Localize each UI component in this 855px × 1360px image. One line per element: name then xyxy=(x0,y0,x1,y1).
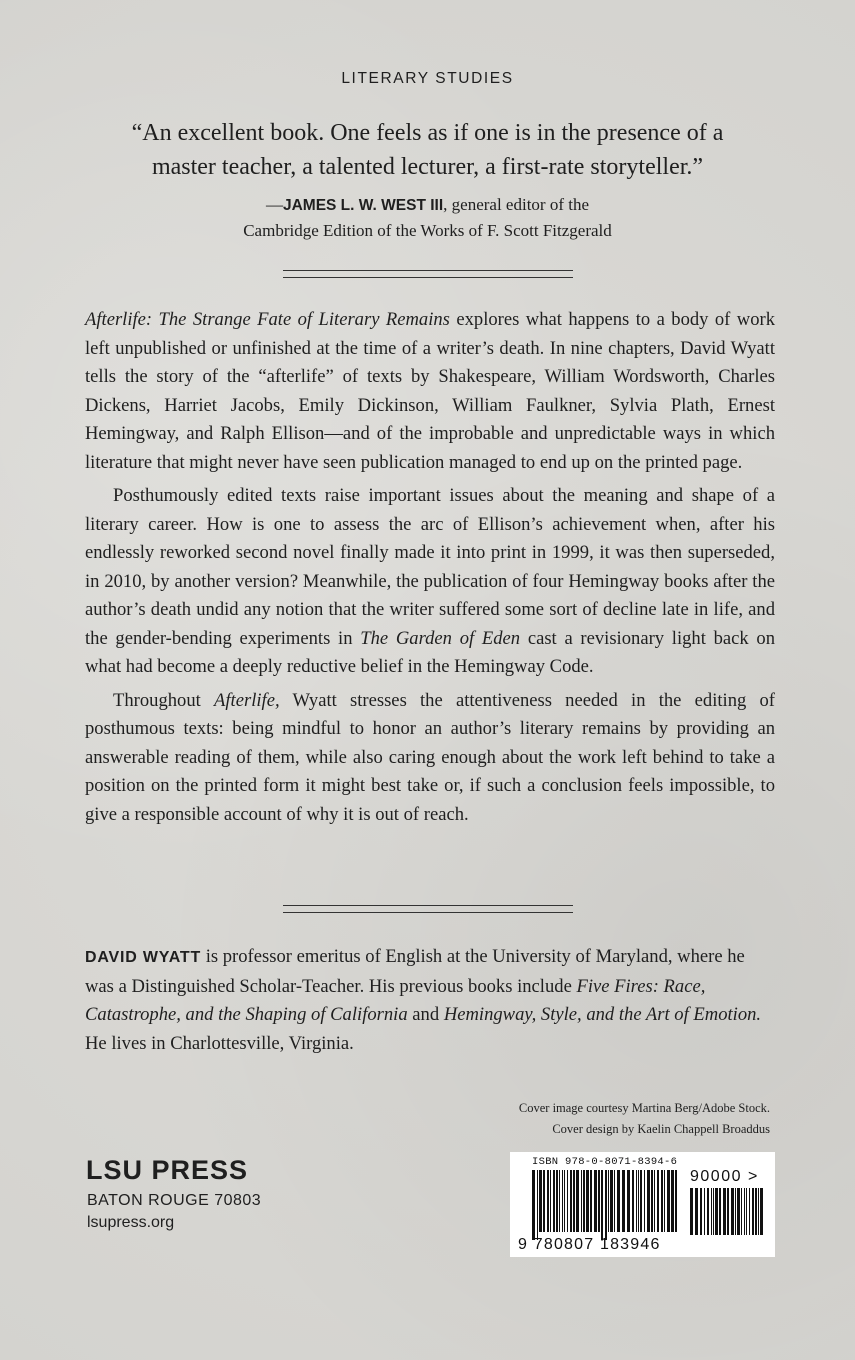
barcode-bar xyxy=(711,1188,712,1235)
barcode-bar xyxy=(654,1170,655,1232)
paragraph-text: cast a revisionary light back on what had become a deeply reductive belief in the Hemingway Code. xyxy=(85,627,775,677)
barcode-bar xyxy=(601,1170,603,1240)
series-category: LITERARY STUDIES xyxy=(341,70,514,87)
barcode-bar xyxy=(719,1188,721,1235)
barcode-bar xyxy=(661,1170,663,1232)
barcode-bar xyxy=(749,1188,750,1235)
barcode-bar xyxy=(590,1170,592,1232)
barcode-bar xyxy=(617,1170,620,1232)
book-title: Hemingway, Style, and the Art of Emotion. xyxy=(443,1004,762,1025)
barcode-bar xyxy=(627,1170,630,1232)
barcode-bar xyxy=(752,1188,754,1235)
price-code: 90000 > xyxy=(690,1168,759,1185)
barcode-bar xyxy=(576,1170,579,1232)
barcode-bar xyxy=(667,1170,670,1232)
barcode-bar xyxy=(704,1188,705,1235)
ean-barcode-bars xyxy=(530,1170,680,1240)
barcode-bar xyxy=(713,1188,714,1235)
description-paragraph-3 xyxy=(85,687,775,830)
barcode-bar xyxy=(715,1188,718,1235)
barcode-bar xyxy=(610,1170,613,1232)
barcode-bar xyxy=(651,1170,653,1232)
divider-bottom xyxy=(283,905,573,913)
description xyxy=(85,306,775,834)
quote-line-1: “An excellent book. One feels as if one is in the presence of a xyxy=(131,120,724,146)
paragraph-text: Throughout xyxy=(113,689,215,711)
barcode-bar xyxy=(550,1170,551,1232)
barcode-bar xyxy=(559,1170,560,1232)
barcode-bar xyxy=(594,1170,597,1232)
barcode-bar xyxy=(556,1170,558,1232)
barcode-bar xyxy=(586,1170,589,1232)
barcode-bar xyxy=(695,1188,698,1235)
barcode-bar xyxy=(731,1188,734,1235)
barcode-bar xyxy=(640,1170,642,1232)
attrib-dash: — xyxy=(265,195,283,214)
barcode-bar xyxy=(735,1188,736,1235)
barcode-bar xyxy=(581,1170,582,1232)
barcode-bar xyxy=(746,1188,747,1235)
barcode-bar xyxy=(564,1170,565,1232)
book-title: Afterlife: The Strange Fate of Literary Remains xyxy=(85,309,450,330)
barcode-bar xyxy=(644,1170,645,1232)
barcode-bar xyxy=(664,1170,665,1232)
barcode-bar xyxy=(727,1188,729,1235)
design-credit: Cover design by Kaelin Chappell Broaddus xyxy=(552,1122,770,1136)
barcode-bar xyxy=(532,1170,535,1240)
addon-barcode-bars xyxy=(688,1188,766,1243)
barcode-bar xyxy=(675,1170,677,1232)
barcode-bar xyxy=(647,1170,650,1232)
divider-top xyxy=(283,270,573,278)
barcode-bar xyxy=(638,1170,639,1232)
barcode-bar xyxy=(755,1188,757,1235)
barcode-bar xyxy=(707,1188,709,1235)
barcode-bar xyxy=(671,1170,674,1232)
barcode-bar xyxy=(605,1170,607,1240)
barcode-bar xyxy=(543,1170,545,1232)
barcode-bar xyxy=(723,1188,726,1235)
cover-credits xyxy=(440,1098,770,1140)
barcode-bar xyxy=(636,1170,637,1232)
attrib-name: JAMES L. W. WEST III xyxy=(282,197,444,214)
quote-line-2: master teacher, a talented lecturer, a first-rate storyteller.” xyxy=(151,154,704,180)
image-credit: Cover image courtesy Martina Berg/Adobe Stock. xyxy=(518,1101,770,1115)
barcode-bar xyxy=(744,1188,745,1235)
book-title: Afterlife, xyxy=(214,689,280,711)
barcode-bar xyxy=(562,1170,563,1232)
barcode-bar xyxy=(539,1170,542,1232)
barcode-bar xyxy=(622,1170,625,1232)
author-bio xyxy=(85,943,775,1058)
barcode-bar xyxy=(737,1188,740,1235)
barcode-bar xyxy=(741,1188,742,1235)
barcode-bar xyxy=(700,1188,702,1235)
bio-text: He lives in Charlottesville, Virginia. xyxy=(85,1032,354,1054)
bio-text: and xyxy=(407,1004,444,1025)
book-title: The Garden of Eden xyxy=(360,627,521,649)
barcode-bar xyxy=(547,1170,549,1232)
publisher-website: lsupress.org xyxy=(87,1214,175,1231)
paragraph-text: Wyatt stresses the attentiveness needed in the editing of posthumous texts: being mindful to honor an author’s literary remains by providing an answerable reading of them, while also caring enough about the work left behind to take a position on the printed form it might best take or, if such a conclusion feels impossible, to give a responsible account of why it is out of reach. xyxy=(85,689,775,825)
barcode-bar xyxy=(760,1188,763,1235)
paragraph-text: explores what happens to a body of work left unpublished or unfinished at the time of a writer’s death. In nine chapters, David Wyatt tells the story of the “afterlife” of texts by Shakespeare, William Wordsworth, Charles Dickens, Harriet Jacobs, Emily Dickinson, William Faulkner, Sylvia Plath, Ernest Hemingway, and Ralph Ellison—and of the improbable and unpredictable ways in which literature that might never have seen publication managed to end up on the printed page. xyxy=(85,309,776,473)
isbn-barcode xyxy=(510,1152,775,1257)
barcode-bar xyxy=(567,1170,568,1232)
barcode-bar xyxy=(758,1188,759,1235)
barcode-bar xyxy=(553,1170,555,1232)
ean-digits: 9 780807 183946 xyxy=(518,1236,661,1253)
barcode-bar xyxy=(583,1170,585,1232)
barcode-bar xyxy=(537,1170,538,1240)
barcode-bar xyxy=(614,1170,615,1232)
bio-text: is professor emeritus of English at the University of Maryland, where he was a Distinguished Scholar-Teacher. His previous books include xyxy=(85,946,745,997)
barcode-bar xyxy=(598,1170,600,1232)
publisher-address: BATON ROUGE 70803 xyxy=(87,1192,262,1209)
attrib-rest: , general editor of the xyxy=(443,195,590,214)
barcode-bar xyxy=(657,1170,659,1232)
book-title: Five Fires: Race, Catastrophe, and the Shaping of California xyxy=(85,975,706,1025)
barcode-bar xyxy=(608,1170,609,1232)
paragraph-text: Posthumously edited texts raise important issues about the meaning and shape of a literary career. How is one to assess the arc of Ellison’s achievement when, after his endlessly reworked second novel finally made it into print in 1999, it was then superseded, in 2010, by another version? Meanwhile, the publication of four Hemingway books after the author’s death undid any notion that the writer suffered some sort of decline late in life, and the gender-bending experiments in xyxy=(85,485,775,649)
barcode-bar xyxy=(573,1170,575,1232)
attrib-line-2: Cambridge Edition of the Works of F. Scott Fitzgerald xyxy=(243,221,612,240)
description-paragraph-1 xyxy=(85,306,775,477)
author-name: DAVID WYATT xyxy=(85,949,202,966)
barcode-bar xyxy=(690,1188,693,1235)
barcode-bar xyxy=(570,1170,572,1232)
barcode-bar xyxy=(632,1170,634,1232)
publisher-name: LSU PRESS xyxy=(86,1155,249,1185)
blurb-attribution xyxy=(80,192,775,243)
blurb-quote xyxy=(80,116,775,184)
description-paragraph-2 xyxy=(85,482,775,682)
isbn-label: ISBN 978-0-8071-8394-6 xyxy=(532,1156,678,1168)
